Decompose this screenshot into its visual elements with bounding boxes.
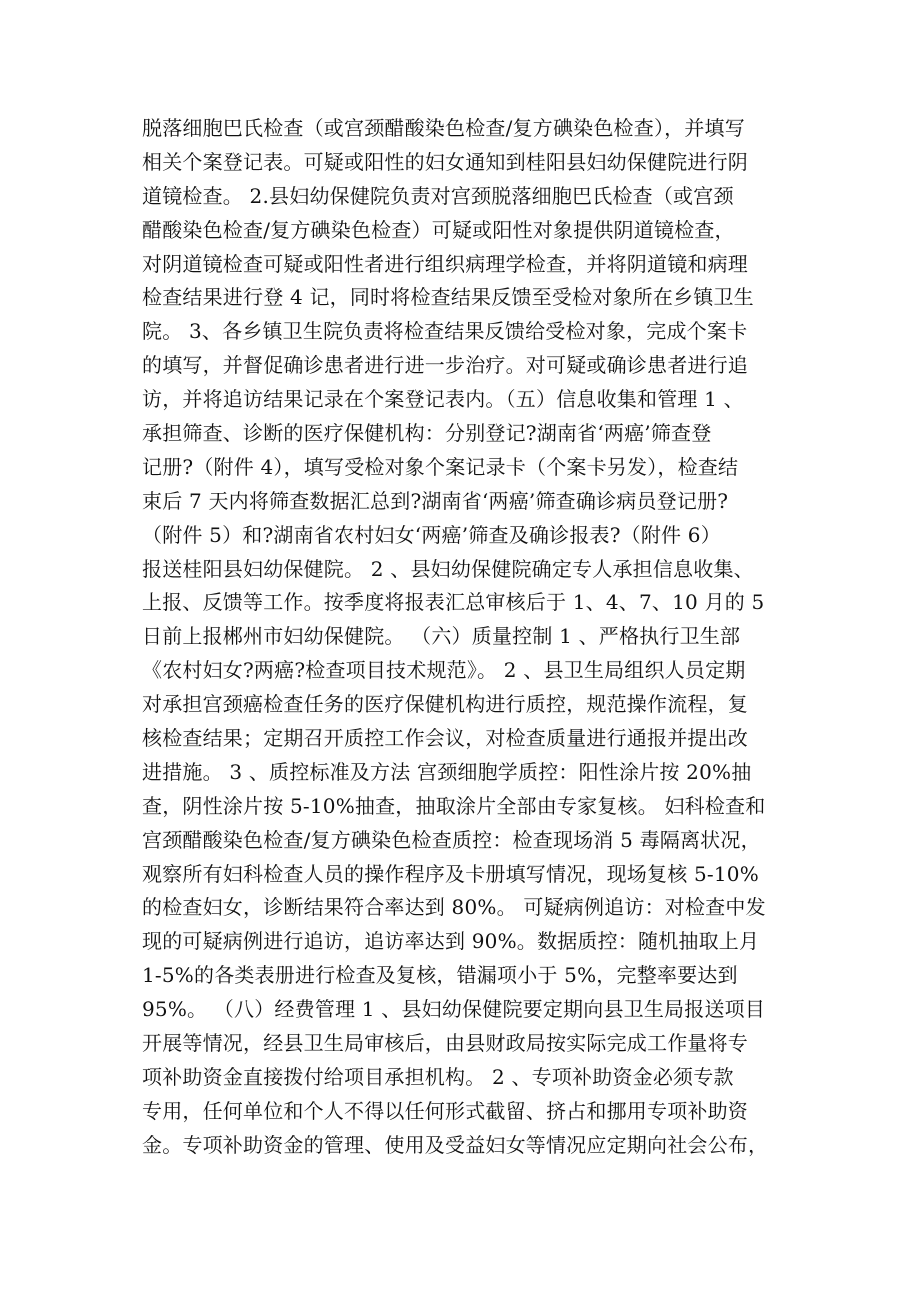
text-line: 上报、反馈等工作。按季度将报表汇总审核后于 1、4、7、10 月的 5 [142,590,765,615]
text-line: 道镜检查。 2.县妇幼保健院负责对宫颈脱落细胞巴氏检查（或宫颈 [142,183,734,208]
text-line: 观察所有妇科检查人员的操作程序及卡册填写情况，现场复核 5-10% [142,861,759,886]
text-line: 束后 7 天内将筛查数据汇总到?湖南省‘两癌’筛查确诊病员登记册? [142,488,729,513]
text-line: 95%。 （八）经费管理 1 、县妇幼保健院要定期向县卫生局报送项目 [142,997,766,1022]
text-line: 进措施。 3 、质控标准及方法 宫颈细胞学质控：阳性涂片按 20%抽 [142,759,752,784]
text-line: 日前上报郴州市妇幼保健院。 （六）质量控制 1 、严格执行卫生部 [142,624,741,649]
text-line: 金。专项补助资金的管理、使用及受益妇女等情况应定期向社会公布， [142,1132,769,1157]
text-line: 的填写，并督促确诊患者进行进一步治疗。对可疑或确诊患者进行追 [142,353,748,378]
text-line: 相关个案登记表。可疑或阳性的妇女通知到桂阳县妇幼保健院进行阴 [142,149,748,174]
text-line: 项补助资金直接拨付给项目承担机构。 2 、专项补助资金必须专款 [142,1064,734,1089]
text-line: 专用，任何单位和个人不得以任何形式截留、挤占和挪用专项补助资 [142,1098,748,1123]
text-line: 开展等情况，经县卫生局审核后，由县财政局按实际完成工作量将专 [142,1031,748,1056]
text-line: 的检查妇女，诊断结果符合率达到 80%。 可疑病例追访：对检查中发 [142,895,766,920]
text-line: 访，并将追访结果记录在个案登记表内。（五）信息收集和管理 1 、 [142,387,744,412]
text-line: 宫颈醋酸染色检查/复方碘染色检查质控：检查现场消 5 毒隔离状况， [142,827,761,852]
text-line: 核检查结果；定期召开质控工作会议，对检查质量进行通报并提出改 [142,726,748,751]
text-line: 醋酸染色检查/复方碘染色检查）可疑或阳性对象提供阴道镜检查， [142,217,735,242]
text-line: （附件 5）和?湖南省农村妇女‘两癌’筛查及确诊报表?（附件 6） [142,522,721,547]
text-line: 对承担宫颈癌检查任务的医疗保健机构进行质控，规范操作流程，复 [142,692,748,717]
text-line: 1-5%的各类表册进行检查及复核，错漏项小于 5%，完整率要达到 [142,963,738,988]
body-text [142,112,802,1163]
text-line: 报送桂阳县妇幼保健院。 2 、县妇幼保健院确定专人承担信息收集、 [142,556,754,581]
text-line: 现的可疑病例进行追访，追访率达到 90%。数据质控：随机抽取上月 [142,929,760,954]
text-line: 脱落细胞巴氏检查（或宫颈醋酸染色检查/复方碘染色检查），并填写 [142,116,745,140]
text-line: 查，阴性涂片按 5-10%抽查，抽取涂片全部由专家复核。 妇科检查和 [142,793,766,818]
text-line: 检查结果进行登 4 记，同时将检查结果反馈至受检对象所在乡镇卫生 [142,285,754,310]
text-line: 承担筛查、诊断的医疗保健机构：分别登记?湖南省‘两癌’筛查登 [142,421,712,446]
text-line: 《农村妇女?两癌?检查项目技术规范》。 2 、县卫生局组织人员定期 [142,658,746,683]
text-line: 记册?（附件 4），填写受检对象个案记录卡（个案卡另发），检查结 [142,454,739,479]
text-line: 院。 3、各乡镇卫生院负责将检查结果反馈给受检对象，完成个案卡 [142,319,748,344]
text-line: 对阴道镜检查可疑或阳性者进行组织病理学检查，并将阴道镜和病理 [142,251,748,276]
